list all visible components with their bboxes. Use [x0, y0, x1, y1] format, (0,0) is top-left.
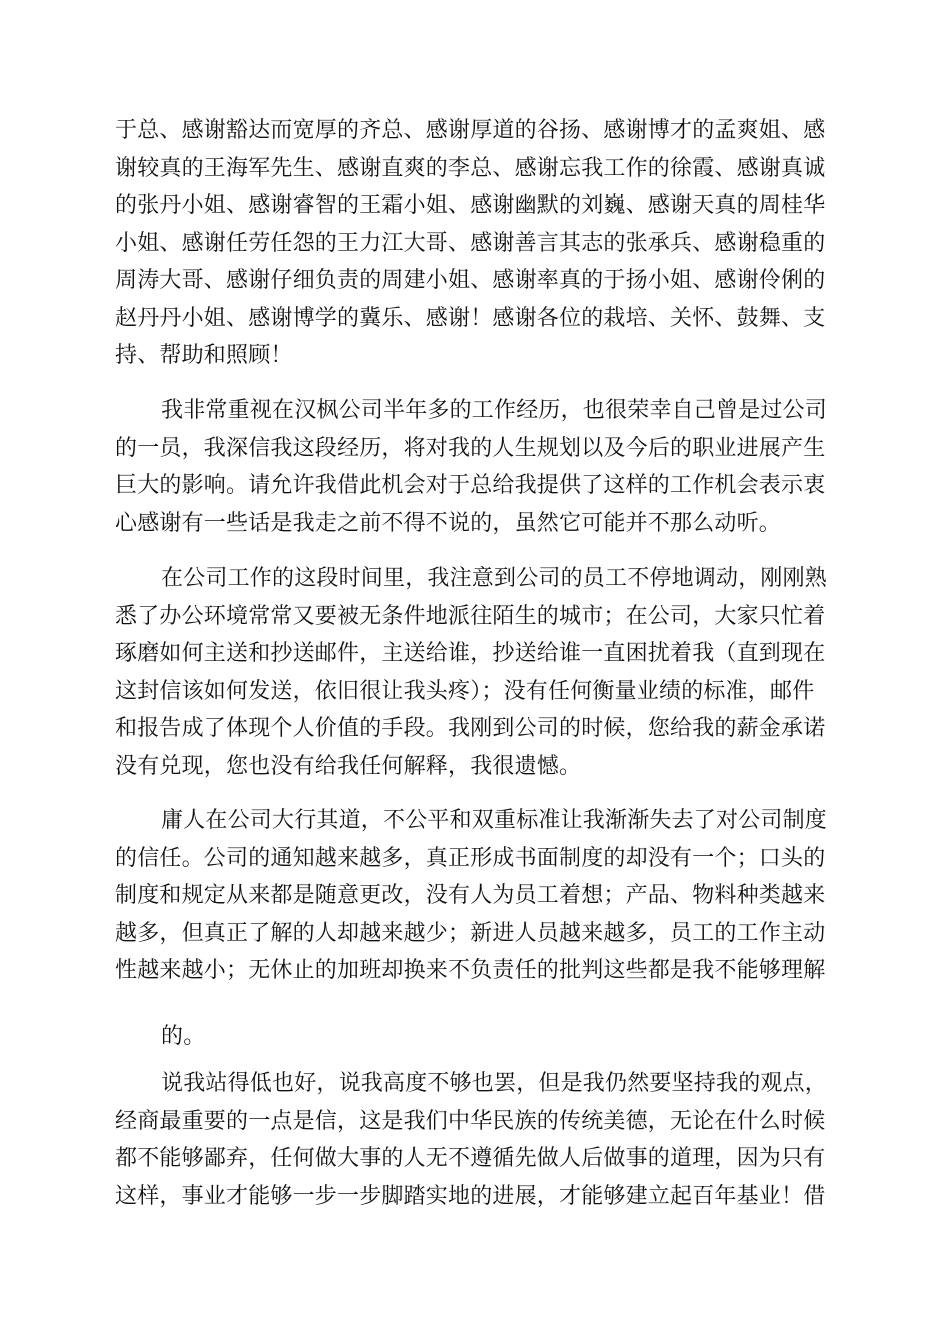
- text-line: 的信任。公司的通知越来越多，真正形成书面制度的却没有一个；口头的: [115, 845, 826, 871]
- text-line: 这封信该如何发送，依旧很让我头疼）；没有任何衡量业绩的标准，邮件: [115, 678, 815, 704]
- text-line: 巨大的影响。请允许我借此机会对于总给我提供了这样的工作机会表示衷: [115, 473, 826, 498]
- paragraph-fairness-tail: [161, 1018, 881, 1056]
- text-line: 性越来越小；无休止的加班却换来不负责任的批判这些都是我不能够理解: [115, 958, 826, 983]
- paragraph-thanks: [115, 112, 835, 375]
- text-line: 的张丹小姐、感谢睿智的王霜小姐、感谢幽默的刘巍、感谢天真的周桂华: [115, 193, 826, 218]
- text-line: 谢较真的王海军先生、感谢直爽的李总、感谢忘我工作的徐霞、感谢真诚: [115, 155, 826, 181]
- text-line: 这样，事业才能够一步一步脚踏实地的进展，才能够建立起百年基业！借: [115, 1183, 826, 1209]
- text-line: 持、帮助和照顾！: [115, 343, 293, 368]
- text-line: 的。: [161, 1024, 206, 1049]
- text-line: 悉了办公环境常常又要被无条件地派往陌生的城市；在公司，大家只忙着: [115, 603, 826, 629]
- text-line: 小姐、感谢任劳任怨的王力江大哥、感谢善言其志的张承兵、感谢稳重的: [115, 230, 826, 256]
- paragraph-fairness: [115, 802, 835, 990]
- text-line: 制度和规定从来都是随意更改，没有人为员工着想；产品、物料种类越来: [115, 883, 826, 908]
- text-line: 和报告成了体现个人价值的手段。我刚到公司的时候，您给我的薪金承诺: [115, 716, 826, 741]
- text-line: 没有兑现，您也没有给我任何解释，我很遗憾。: [115, 753, 582, 779]
- text-line: 心感谢有一些话是我走之前不得不说的，虽然它可能并不那么动听。: [115, 510, 782, 536]
- text-line: 庸人在公司大行其道，不公平和双重标准让我渐渐失去了对公司制度: [161, 808, 828, 833]
- paragraph-observations: [115, 560, 835, 785]
- text-line: 琢磨如何主送和抄送邮件，主送给谁，抄送给谁一直困扰着我（直到现在: [115, 641, 826, 666]
- text-line: 的一员，我深信我这段经历，将对我的人生规划以及今后的职业进展产生: [115, 435, 826, 461]
- text-line: 赵丹丹小姐、感谢博学的冀乐、感谢！感谢各位的栽培、关怀、鼓舞、支: [115, 305, 826, 331]
- text-line: 说我站得低也好，说我高度不够也罢，但是我仍然要坚持我的观点，: [161, 1071, 828, 1096]
- text-line: 都不能够鄙弃，任何做大事的人无不遵循先做人后做事的道理，因为只有: [115, 1146, 826, 1171]
- text-line: 在公司工作的这段时间里，我注意到公司的员工不停地调动，刚刚熟: [161, 566, 828, 591]
- paragraph-integrity: [115, 1065, 835, 1215]
- text-line: 经商最重要的一点是信，这是我们中华民族的传统美德，无论在什么时候: [115, 1108, 826, 1134]
- text-line: 越多，但真正了解的人却越来越少；新进人员越来越多，员工的工作主动: [115, 920, 826, 946]
- text-line: 周涛大哥、感谢仔细负责的周建小姐、感谢率真的于扬小姐、感谢伶俐的: [115, 268, 826, 293]
- text-line: 于总、感谢豁达而宽厚的齐总、感谢厚道的谷扬、感谢博才的孟爽姐、感: [115, 118, 826, 143]
- text-line: 我非常重视在汉枫公司半年多的工作经历，也很荣幸自己曾是过公司: [161, 398, 828, 423]
- paragraph-experience: [115, 392, 835, 542]
